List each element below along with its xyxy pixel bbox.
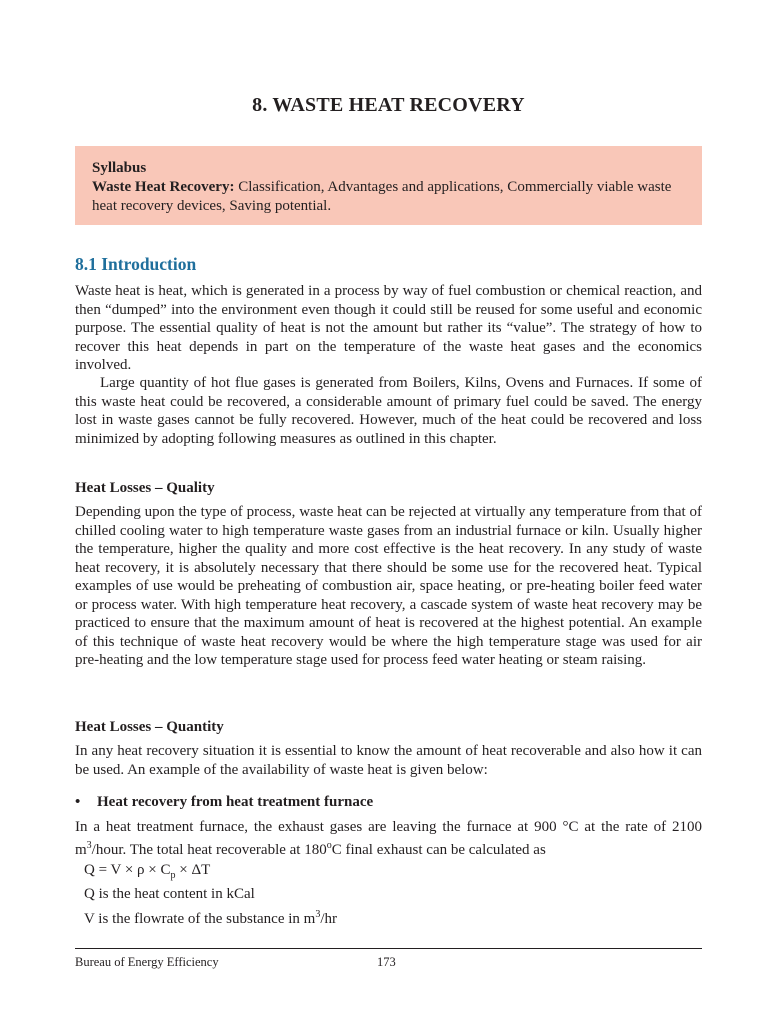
paragraph-furnace: In a heat treatment furnace, the exhaust gases are leaving the furnace at 900 °C at the rate of 2100 $m^3$/hour. The total heat recoverable at 180$^o$C final exhaust can be calculated as (75, 819, 702, 858)
syllabus-topics: Classification, Advantages and applications, Commercially viable waste heat recovery devices, Saving potential. (92, 179, 672, 214)
subheading-quantity: Heat Losses – Quantity (75, 719, 224, 735)
paragraph-flue-gases: Large quantity of hot flue gases is generated from Boilers, Kilns, Ovens and Furnaces. If some of this waste heat could be recovered, a considerable amount of primary fuel could be saved. The energy lost in waste gases cannot be fully recovered. However, much of the heat could be recovered and loss minimized by adopting following measures as outlined in this chapter. (75, 375, 702, 447)
chapter-title: 8. WASTE HEAT RECOVERY (252, 94, 525, 116)
bullet-heat-treatment (75, 794, 373, 811)
footer-divider (75, 948, 702, 949)
syllabus-lead: Waste Heat Recovery: (92, 179, 235, 195)
footer-publisher: Bureau of Energy Efficiency (75, 955, 219, 969)
paragraph-intro: Waste heat is heat, which is generated in a process by way of fuel combustion or chemical reaction, and then “dumped” into the environment even though it could still be reused for some useful and economic purpose. The essential quality of heat is not the amount but rather its “value”. The strategy of how to recover this heat depends in part on the temperature of the waste heat gases and the economics involved. (75, 283, 702, 373)
syllabus-text (92, 178, 685, 216)
equation-heat-content: $Q = V \times \rho \times C_p \times \Delta T$ (84, 862, 211, 881)
page-number: 173 (377, 955, 396, 969)
syllabus-box (75, 146, 702, 225)
equation-legend-q: Q is the heat content in kCal (84, 886, 255, 902)
syllabus-label: Syllabus (92, 160, 147, 176)
section-heading: 8.1 Introduction (75, 254, 197, 274)
bullet-text: Heat recovery from heat treatment furnace (97, 794, 374, 810)
paragraph-quantity: In any heat recovery situation it is essential to know the amount of heat recoverable and also how it can be used. An example of the availability of waste heat is given below: (75, 743, 702, 778)
equation-legend-v: V is the flowrate of the substance in $m^3/hr$ (84, 909, 338, 927)
bullet-mark: • (75, 794, 81, 810)
paragraph-quality: Depending upon the type of process, waste heat can be rejected at virtually any temperature from that of chilled cooling water to high temperature waste gases from an industrial furnace or kiln. Usually higher the temperature, higher the quality and more cost effective is the heat recovery. In any study of waste heat recovery, it is absolutely necessary that there should be some use for the recovered heat. Typical examples of use would be preheating of combustion air, space heating, or pre-heating boiler feed water or process water. With high temperature heat recovery, a cascade system of waste heat recovery may be practiced to ensure that the maximum amount of heat is recovered at the highest potential. An example of this technique of waste heat recovery would be where the high temperature stage was used for air pre-heating and the low temperature stage used for process feed water heating or steam raising. (75, 504, 702, 668)
subheading-quality: Heat Losses – Quality (75, 480, 215, 496)
